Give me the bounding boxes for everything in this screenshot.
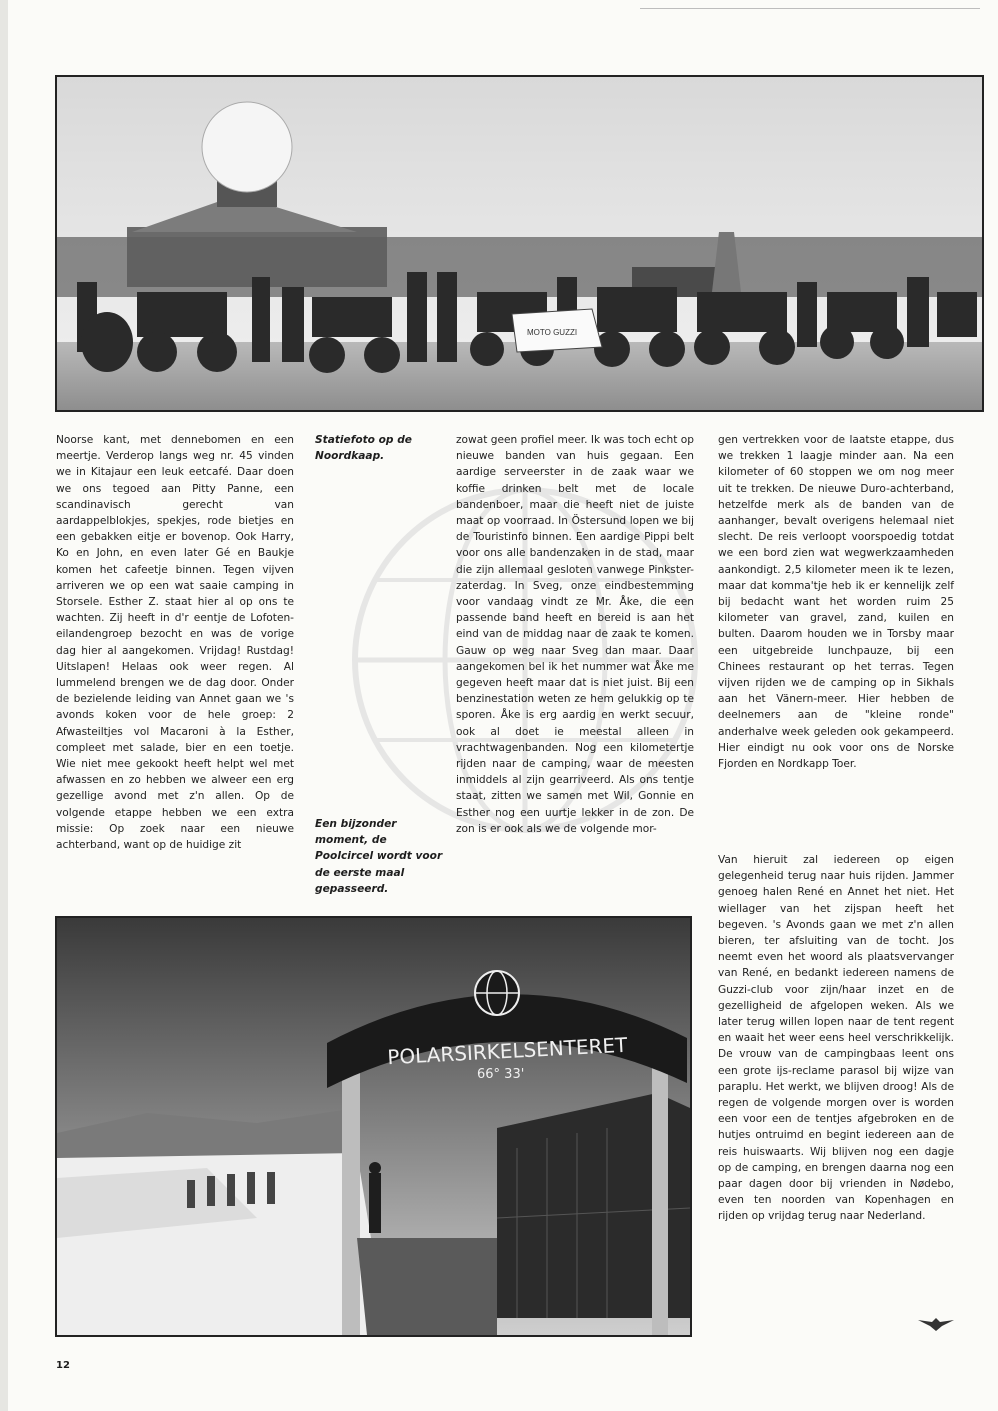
column-3-text-a: gen vertrekken voor de laatste etappe, dus we trekken 1 laagje minder aan. Na een kilometer of 60 stoppen we om nog meer uit te trekken. De nieuwe Duro-achterband, hetzelfde merk als de banden van de aanhanger, bevalt overigens helemaal niet slecht. De reis verloopt voorspoedig totdat we een bord zien wat wegwerkzaamheden aankondigt. 2,5 kilometer meen ik te lezen, maar dat komma'tje heb ik er kennelijk zelf bij bedacht want het worden ruim 25 kilometer van gravel, zand, kuilen en bulten. Daarom houden we in Torsby maar een uitgebreide lunchpauze, bij een Chinees restaurant op het terras. Tegen vijven rijden we de camping op in Sikhals aan het Vänern-meer. Hier hebben de deelnemers aan de "kleine ronde" anderhalve week geleden ook gekampeerd. Hier eindigt nu ook voor ons de Norske Fjorden en Nordkapp Toer. — [718, 434, 954, 771]
article-column-3-continued — [718, 852, 954, 1225]
arch-sign-text: POLARSIRKELSENTERET — [386, 1032, 628, 1070]
article-column-2 — [456, 432, 694, 837]
page-edge-shadow — [0, 0, 8, 1411]
nordkapp-group-photo — [55, 75, 984, 412]
banner-text: MOTO GUZZI — [527, 328, 578, 337]
page-number: 12 — [56, 1360, 70, 1371]
column-2-text: zowat geen profiel meer. Ik was toch echt op nieuwe banden van huis gegaan. Een aardige serveerster in de zaak waar we koffie drinken belt met de locale bandenboer, maar die heeft niet de juiste maat op voorraad. In Östersund lopen we bij de Touristinfo binnen. Een aardige Pippi belt voor ons alle bandenzaken in de stad, maar die zijn allemaal gesloten vanwege Pinkster-zaterdag. In Sveg, onze eindbestemming voor vandaag vindt ze Mr. Åke, die een passende band heeft en bereid is aan het eind van de middag naar de zaak te komen. Gauw op weg naar Sveg dan maar. Daar aangekomen bel ik het nummer wat Åke me gegeven heeft maar dat is niet juist. Bij een benzinestation weten ze hem gelukkig op te sporen. Åke is erg aardig en werkt secuur, ook al doet ie meestal alleen in vrachtwagenbanden. Nog een kilometertje rijden naar de camping, waar de meesten inmiddels al zijn gearriveerd. Als ons tentje staat, zitten we samen met Wil, Gonnie en Esther nog een uurtje lekker in de zon. De zon is er ook als we de volgende mor- — [456, 434, 694, 835]
header-rule — [640, 8, 980, 9]
guzzi-eagle-logo-icon — [918, 1316, 954, 1332]
polarsirkel-photo — [55, 916, 692, 1337]
column-3-text-b: Van hieruit zal iedereen op eigen gelegenheid terug naar huis rijden. Jammer genoeg halen René en Annet het niet. Het wiellager van het zijspan heeft het begeven. 's Avonds gaan we met z'n allen bieren, ter afsluiting van de tocht. Jos neemt even het woord als plaatsvervanger van René, en bedankt iedereen namens de Guzzi-club voor zijn/haar inzet en de gezelligheid de afgelopen weken. Als we later terug willen lopen naar de tent regent en waait het weer eens heel verschrikkelijk. De vrouw van de campingbaas leent ons een grote ijs-reclame parasol bij wijze van paraplu. Het werkt, we blijven droog! Als de regen de volgende morgen over is worden een voor een de tentjes afgebroken en de hutjes ontruimd en begint iedereen aan de reis huiswaarts. Wij blijven nog een dagje op de camping, en brengen daarna nog een paar dagen door bij vrienden in Nødebo, even ten noorden van Kopenhagen en rijden op vrijdag terug naar Nederland. — [718, 854, 954, 1223]
article-column-3 — [718, 432, 954, 772]
arch-sign-degrees: 66° 33' — [477, 1067, 525, 1082]
photo-caption-poolcirkel: Een bijzonder moment, de Poolcircel wordt voor de eerste maal gepasseerd. — [315, 818, 443, 895]
photo-caption-nordkaap: Statiefoto op de Noordkaap. — [315, 434, 412, 463]
column-1-text: Noorse kant, met dennebomen en een meertje. Verderop langs weg nr. 45 vinden we in Kitajaur een leuk eetcafé. Daar doen we ons tegoed aan Pitty Panne, een scandinavisch gerecht van aardappelblokjes, spekjes, rode bietjes en een gebakken eitje er bovenop. Ook Harry, Ko en John, en even later Gé en Baukje komen het cafeetje binnen. Tegen vijven arriveren we op een wat saaie camping in Storsele. Esther Z. staat hier al op ons te wachten. Zij heeft in d'r eentje de Lofoten-eilandengroep bezocht en was de vorige dag hier al aangekomen. Vrijdag! Rustdag! Uitslapen! Helaas ook weer regen. Al lummelend brengen we de dag door. Onder de bezielende leiding van Annet gaan we 's avonds koken voor de hele groep: 2 Afwasteiltjes vol Macaroni à la Esther, compleet met salade, bier en een toetje. Wie niet mee gekookt heeft helpt wel met afwassen en zo hebben we alweer een erg gezellige avond met z'n allen. Op de volgende etappe hebben we een extra missie: Op zoek naar een nieuwe achterband, want op de huidige zit — [56, 434, 294, 852]
article-column-1 — [56, 432, 294, 853]
